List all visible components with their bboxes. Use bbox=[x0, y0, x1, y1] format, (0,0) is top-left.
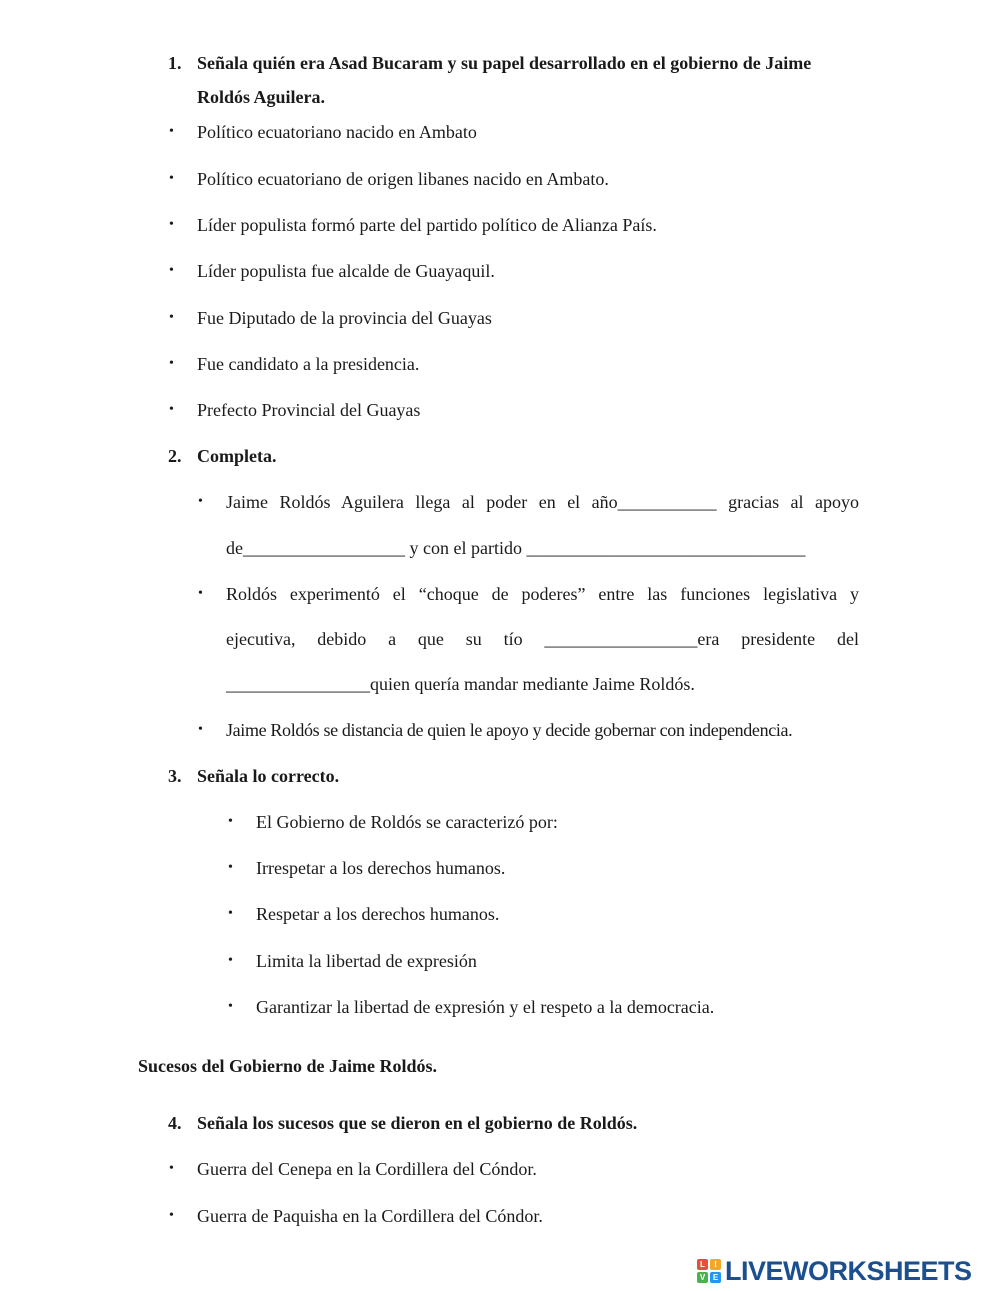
bullet-icon: • bbox=[198, 586, 203, 601]
question-number-4: 4. bbox=[168, 1113, 182, 1133]
bullet-icon: • bbox=[169, 1208, 174, 1223]
bullet-icon: • bbox=[169, 124, 174, 139]
q1-option-7[interactable]: Prefecto Provincial del Guayas bbox=[197, 400, 421, 420]
q3-option-3[interactable]: Respetar a los derechos humanos. bbox=[256, 904, 500, 924]
q4-option-1[interactable]: Guerra del Cenepa en la Cordillera del Cóndor. bbox=[197, 1159, 537, 1179]
q2-item2-line2: ejecutiva, debido a que su tío _________________era presidente del bbox=[226, 629, 859, 649]
bullet-icon: • bbox=[169, 263, 174, 278]
logo-text: LIVEWORKSHEETS bbox=[725, 1255, 972, 1286]
bullet-icon: • bbox=[169, 1161, 174, 1176]
bullet-icon: • bbox=[169, 402, 174, 417]
q2-item2-line1: Roldós experimentó el “choque de poderes” entre las funciones legislativa y bbox=[226, 584, 859, 604]
q2-item1-line2: de__________________ y con el partido _______________________________ bbox=[226, 538, 806, 558]
q3-option-1[interactable]: El Gobierno de Roldós se caracterizó por: bbox=[256, 812, 558, 832]
logo-block: V bbox=[697, 1272, 708, 1283]
q3-option-5[interactable]: Garantizar la libertad de expresión y el respeto a la democracia. bbox=[256, 997, 715, 1017]
question-2-title: Completa. bbox=[197, 446, 277, 466]
q1-option-4[interactable]: Líder populista fue alcalde de Guayaquil. bbox=[197, 261, 495, 281]
bullet-icon: • bbox=[228, 906, 233, 921]
q2-item3: Jaime Roldós se distancia de quien le apoyo y decide gobernar con independencia. bbox=[226, 720, 793, 740]
q1-option-6[interactable]: Fue candidato a la presidencia. bbox=[197, 354, 420, 374]
bullet-icon: • bbox=[228, 953, 233, 968]
question-number-3: 3. bbox=[168, 766, 182, 786]
bullet-icon: • bbox=[169, 171, 174, 186]
bullet-icon: • bbox=[169, 217, 174, 232]
logo-block: E bbox=[710, 1272, 721, 1283]
logo-block: L bbox=[697, 1259, 708, 1270]
bullet-icon: • bbox=[228, 999, 233, 1014]
bullet-icon: • bbox=[169, 310, 174, 325]
q3-option-4[interactable]: Limita la libertad de expresión bbox=[256, 951, 477, 971]
q2-item1-line1: Jaime Roldós Aguilera llega al poder en el año___________ gracias al apoyo bbox=[226, 492, 859, 512]
bullet-icon: • bbox=[228, 814, 233, 829]
bullet-icon: • bbox=[169, 356, 174, 371]
bullet-icon: • bbox=[228, 860, 233, 875]
question-1-text-line2: Roldós Aguilera. bbox=[197, 87, 326, 107]
bullet-icon: • bbox=[198, 494, 203, 509]
q1-option-3[interactable]: Líder populista formó parte del partido político de Alianza País. bbox=[197, 215, 657, 235]
liveworksheets-logo[interactable] bbox=[697, 1256, 972, 1286]
logo-blocks-icon bbox=[697, 1259, 721, 1283]
question-3-title: Señala lo correcto. bbox=[197, 766, 340, 786]
question-1-text-line1: Señala quién era Asad Bucaram y su papel desarrollado en el gobierno de Jaime bbox=[197, 53, 812, 73]
bullet-icon: • bbox=[198, 722, 203, 737]
question-4-title: Señala los sucesos que se dieron en el gobierno de Roldós. bbox=[197, 1113, 638, 1133]
q3-option-2[interactable]: Irrespetar a los derechos humanos. bbox=[256, 858, 506, 878]
question-number-2: 2. bbox=[168, 446, 182, 466]
question-number-1: 1. bbox=[168, 53, 182, 73]
section-subheading: Sucesos del Gobierno de Jaime Roldós. bbox=[138, 1056, 438, 1076]
logo-block: I bbox=[710, 1259, 721, 1270]
q2-item2-line3: ________________quien quería mandar mediante Jaime Roldós. bbox=[226, 674, 695, 694]
q1-option-1[interactable]: Político ecuatoriano nacido en Ambato bbox=[197, 122, 477, 142]
q1-option-5[interactable]: Fue Diputado de la provincia del Guayas bbox=[197, 308, 492, 328]
q1-option-2[interactable]: Político ecuatoriano de origen libanes nacido en Ambato. bbox=[197, 169, 609, 189]
q4-option-2[interactable]: Guerra de Paquisha en la Cordillera del Cóndor. bbox=[197, 1206, 543, 1226]
